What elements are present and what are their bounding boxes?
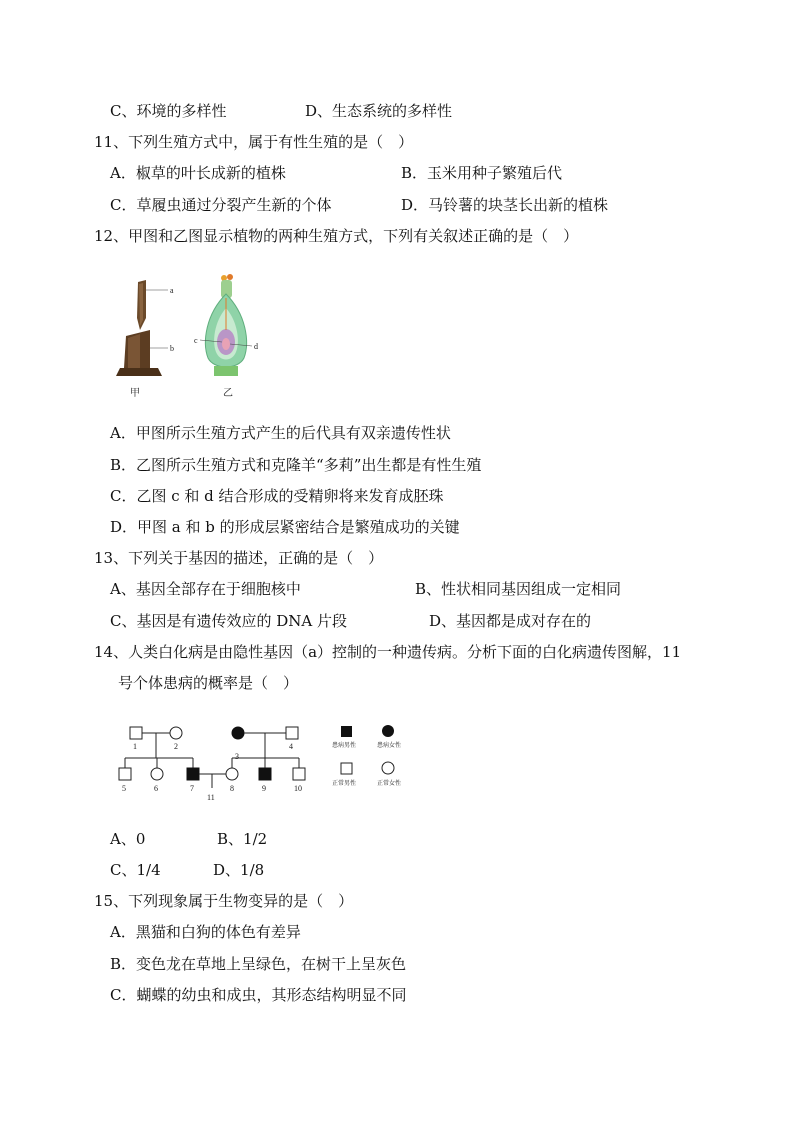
q12-option-a: A．甲图所示生殖方式产生的后代具有双亲遗传性状 — [110, 424, 451, 442]
q13-option-a: A、基因全部存在于细胞核中 — [110, 580, 301, 598]
individual-6-normal-female — [151, 768, 163, 780]
q12-stem: 12、甲图和乙图显示植物的两种生殖方式，下列有关叙述正确的是（ ） — [94, 227, 579, 245]
q13-option-d: D、基因都是成对存在的 — [429, 612, 592, 630]
id-5: 5 — [122, 784, 126, 793]
legend-affected-male-symbol — [341, 726, 352, 737]
q12-option-b: B．乙图所示生殖方式和克隆羊“多莉”出生都是有性生殖 — [110, 456, 482, 474]
q11-option-a: A．椒草的叶长成新的植株 — [110, 164, 286, 182]
id-2: 2 — [174, 742, 178, 751]
label-b: b — [170, 344, 174, 353]
q12-figure-grafting-and-fertilization — [110, 270, 280, 405]
q15-option-a: A．黑猫和白狗的体色有差异 — [110, 923, 301, 941]
q15-stem: 15、下列现象属于生物变异的是（ ） — [94, 892, 354, 910]
id-9: 9 — [262, 784, 266, 793]
q14-option-d: D、1/8 — [213, 861, 265, 879]
q13-stem: 13、下列关于基因的描述，正确的是（ ） — [94, 549, 384, 567]
q12-option-d: D．甲图 a 和 b 的形成层紧密结合是繁殖成功的关键 — [110, 518, 460, 536]
q12-option-c: C．乙图 c 和 d 结合形成的受精卵将来发育成胚珠 — [110, 487, 444, 505]
q14-option-a: A、0 — [110, 830, 146, 848]
label-d: d — [254, 342, 258, 351]
id-1: 1 — [133, 742, 137, 751]
individual-4-normal-male — [286, 727, 298, 739]
q14-stem-line1: 14、人类白化病是由隐性基因（a）控制的一种遗传病。分析下面的白化病遗传图解，11 — [94, 643, 682, 661]
label-jia: 甲 — [130, 388, 140, 399]
q15-option-b: B．变色龙在草地上呈绿色，在树干上呈灰色 — [110, 955, 407, 973]
label-yi: 乙 — [223, 388, 233, 399]
q14-option-c: C、1/4 — [110, 861, 161, 879]
id-6: 6 — [154, 784, 158, 793]
q11-option-d: D．马铃薯的块茎长出新的植株 — [401, 196, 609, 214]
q13-option-c: C、基因是有遗传效应的 DNA 片段 — [110, 612, 347, 630]
q11-option-b: B．玉米用种子繁殖后代 — [401, 164, 563, 182]
individual-1-normal-male — [130, 727, 142, 739]
label-c: c — [194, 336, 198, 345]
q14-stem-line2: 号个体患病的概率是（ ） — [118, 674, 299, 692]
label-a: a — [170, 286, 174, 295]
individual-3-affected-female — [232, 727, 244, 739]
q14-pedigree-chart — [115, 722, 415, 804]
scion-branch — [137, 280, 146, 330]
id-8: 8 — [230, 784, 234, 793]
legend-affected-male: 患病男性 — [332, 742, 357, 749]
legend-affected-female: 患病女性 — [377, 742, 402, 749]
id-3: 3 — [235, 752, 239, 761]
id-4: 4 — [289, 742, 293, 751]
legend-normal-male: 正常男性 — [332, 780, 357, 787]
legend-affected-female-symbol — [382, 725, 394, 737]
individual-8-normal-female — [226, 768, 238, 780]
q15-option-c: C．蝴蝶的幼虫和成虫，其形态结构明显不同 — [110, 986, 407, 1004]
q13-option-b: B、性状相同基因组成一定相同 — [415, 580, 622, 598]
pistil — [205, 274, 246, 376]
q14-option-b: B、1/2 — [217, 830, 268, 848]
q11-option-c: C．草履虫通过分裂产生新的个体 — [110, 196, 332, 214]
legend-normal-female-symbol — [382, 762, 394, 774]
individual-5-normal-male — [119, 768, 131, 780]
q10-option-c: C、环境的多样性 — [110, 102, 227, 120]
q10-option-d: D、生态系统的多样性 — [305, 102, 453, 120]
legend-normal-male-symbol — [341, 763, 352, 774]
individual-7-affected-male — [187, 768, 199, 780]
id-7: 7 — [190, 784, 194, 793]
individual-2-normal-female — [170, 727, 182, 739]
individual-9-affected-male — [259, 768, 271, 780]
individual-10-normal-male — [293, 768, 305, 780]
id-10: 10 — [294, 784, 302, 793]
rootstock-stump — [116, 330, 162, 376]
legend-normal-female: 正常女性 — [377, 780, 402, 787]
q11-stem: 11、下列生殖方式中，属于有性生殖的是（ ） — [94, 133, 414, 151]
id-11: 11 — [207, 793, 215, 802]
